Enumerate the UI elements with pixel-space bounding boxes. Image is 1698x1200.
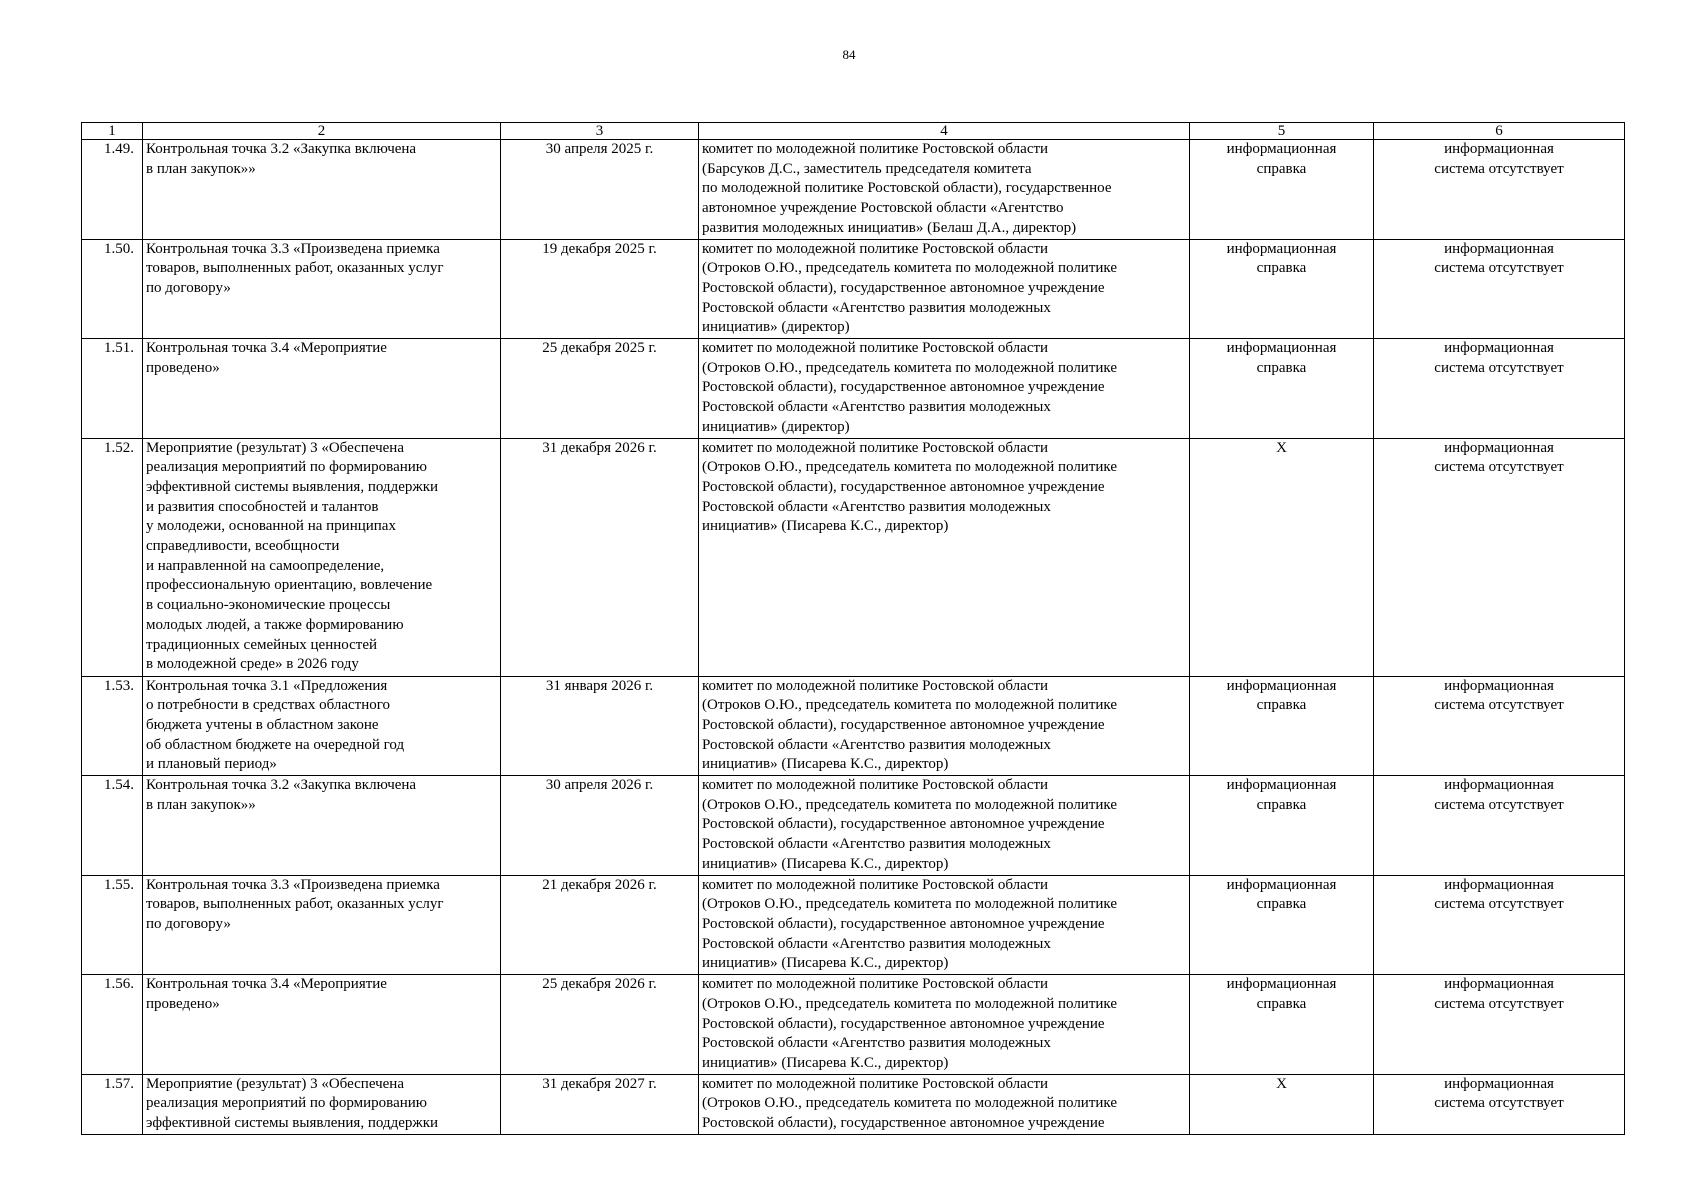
information-system: информационная система отсутствует	[1374, 676, 1625, 776]
activities-table	[81, 122, 1625, 1135]
column-header: 1	[82, 123, 143, 140]
due-date: 25 декабря 2025 г.	[501, 339, 699, 439]
column-header: 6	[1374, 123, 1625, 140]
confirming-document: информационная справка	[1190, 239, 1374, 339]
due-date: 31 декабря 2026 г.	[501, 438, 699, 676]
due-date: 19 декабря 2025 г.	[501, 239, 699, 339]
information-system: информационная система отсутствует	[1374, 1074, 1625, 1134]
column-header: 2	[143, 123, 501, 140]
responsible: комитет по молодежной политике Ростовской области (Отроков О.Ю., председатель комитета по молодежной политике Ростовской области), государственное автономное учреждение Ростовской области «Агентство развития молодежных инициатив» (директор)	[699, 239, 1190, 339]
item-name: Контрольная точка 3.4 «Мероприятие проведено»	[143, 975, 501, 1075]
table-row	[82, 140, 1625, 240]
information-system: информационная система отсутствует	[1374, 140, 1625, 240]
item-name: Мероприятие (результат) 3 «Обеспечена реализация мероприятий по формированию эффективной системы выявления, поддержки и развития способностей и талантов у молодежи, основанной на принципах справедливости, всеобщности и направленной на самоопределение, профессиональную ориентацию, вовлечение в социально-экономические процессы молодых людей, а также формированию традиционных семейных ценностей в молодежной среде» в 2026 году	[143, 438, 501, 676]
table-row	[82, 1074, 1625, 1134]
row-number: 1.54.	[82, 776, 143, 876]
confirming-document: информационная справка	[1190, 875, 1374, 975]
row-number: 1.52.	[82, 438, 143, 676]
information-system: информационная система отсутствует	[1374, 438, 1625, 676]
item-name: Мероприятие (результат) 3 «Обеспечена реализация мероприятий по формированию эффективной системы выявления, поддержки	[143, 1074, 501, 1134]
information-system: информационная система отсутствует	[1374, 239, 1625, 339]
column-header: 3	[501, 123, 699, 140]
responsible: комитет по молодежной политике Ростовской области (Отроков О.Ю., председатель комитета по молодежной политике Ростовской области), государственное автономное учреждение Ростовской области «Агентство развития молодежных инициатив» (директор)	[699, 339, 1190, 439]
information-system: информационная система отсутствует	[1374, 875, 1625, 975]
row-number: 1.56.	[82, 975, 143, 1075]
table-row	[82, 875, 1625, 975]
responsible: комитет по молодежной политике Ростовской области (Отроков О.Ю., председатель комитета по молодежной политике Ростовской области), государственное автономное учреждение	[699, 1074, 1190, 1134]
confirming-document: Х	[1190, 438, 1374, 676]
item-name: Контрольная точка 3.1 «Предложения о потребности в средствах областного бюджета учтены в областном законе об областном бюджете на очередной год и плановый период»	[143, 676, 501, 776]
row-number: 1.49.	[82, 140, 143, 240]
row-number: 1.57.	[82, 1074, 143, 1134]
responsible: комитет по молодежной политике Ростовской области (Отроков О.Ю., председатель комитета по молодежной политике Ростовской области), государственное автономное учреждение Ростовской области «Агентство развития молодежных инициатив» (Писарева К.С., директор)	[699, 438, 1190, 676]
item-name: Контрольная точка 3.3 «Произведена приемка товаров, выполненных работ, оказанных услуг по договору»	[143, 239, 501, 339]
due-date: 31 января 2026 г.	[501, 676, 699, 776]
due-date: 21 декабря 2026 г.	[501, 875, 699, 975]
table-header-row	[82, 123, 1625, 140]
table-row	[82, 339, 1625, 439]
information-system: информационная система отсутствует	[1374, 339, 1625, 439]
item-name: Контрольная точка 3.2 «Закупка включена в план закупок»»	[143, 776, 501, 876]
confirming-document: Х	[1190, 1074, 1374, 1134]
information-system: информационная система отсутствует	[1374, 776, 1625, 876]
item-name: Контрольная точка 3.4 «Мероприятие проведено»	[143, 339, 501, 439]
table-row	[82, 975, 1625, 1075]
item-name: Контрольная точка 3.3 «Произведена приемка товаров, выполненных работ, оказанных услуг по договору»	[143, 875, 501, 975]
confirming-document: информационная справка	[1190, 676, 1374, 776]
table-row	[82, 676, 1625, 776]
table-row	[82, 776, 1625, 876]
responsible: комитет по молодежной политике Ростовской области (Отроков О.Ю., председатель комитета по молодежной политике Ростовской области), государственное автономное учреждение Ростовской области «Агентство развития молодежных инициатив» (Писарева К.С., директор)	[699, 975, 1190, 1075]
table-row	[82, 438, 1625, 676]
row-number: 1.53.	[82, 676, 143, 776]
table-row	[82, 239, 1625, 339]
confirming-document: информационная справка	[1190, 140, 1374, 240]
row-number: 1.55.	[82, 875, 143, 975]
item-name: Контрольная точка 3.2 «Закупка включена в план закупок»»	[143, 140, 501, 240]
page-number: 84	[842, 47, 856, 62]
responsible: комитет по молодежной политике Ростовской области (Отроков О.Ю., председатель комитета по молодежной политике Ростовской области), государственное автономное учреждение Ростовской области «Агентство развития молодежных инициатив» (Писарева К.С., директор)	[699, 776, 1190, 876]
responsible: комитет по молодежной политике Ростовской области (Барсуков Д.С., заместитель председателя комитета по молодежной политике Ростовской области), государственное автономное учреждение Ростовской области «Агентство развития молодежных инициатив» (Белаш Д.А., директор)	[699, 140, 1190, 240]
confirming-document: информационная справка	[1190, 975, 1374, 1075]
due-date: 30 апреля 2025 г.	[501, 140, 699, 240]
due-date: 25 декабря 2026 г.	[501, 975, 699, 1075]
responsible: комитет по молодежной политике Ростовской области (Отроков О.Ю., председатель комитета по молодежной политике Ростовской области), государственное автономное учреждение Ростовской области «Агентство развития молодежных инициатив» (Писарева К.С., директор)	[699, 875, 1190, 975]
information-system: информационная система отсутствует	[1374, 975, 1625, 1075]
column-header: 5	[1190, 123, 1374, 140]
row-number: 1.51.	[82, 339, 143, 439]
confirming-document: информационная справка	[1190, 339, 1374, 439]
due-date: 31 декабря 2027 г.	[501, 1074, 699, 1134]
confirming-document: информационная справка	[1190, 776, 1374, 876]
responsible: комитет по молодежной политике Ростовской области (Отроков О.Ю., председатель комитета по молодежной политике Ростовской области), государственное автономное учреждение Ростовской области «Агентство развития молодежных инициатив» (Писарева К.С., директор)	[699, 676, 1190, 776]
due-date: 30 апреля 2026 г.	[501, 776, 699, 876]
row-number: 1.50.	[82, 239, 143, 339]
column-header: 4	[699, 123, 1190, 140]
